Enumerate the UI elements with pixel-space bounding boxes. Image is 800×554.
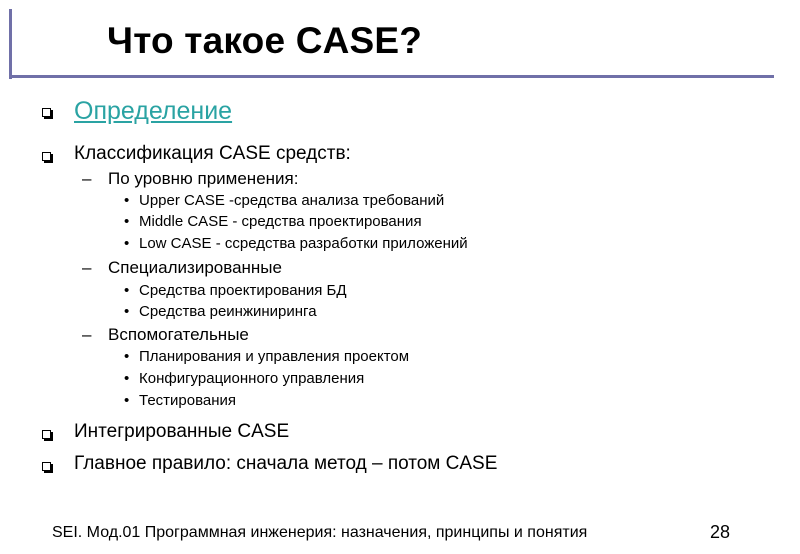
main-rule-item: Главное правило: сначала метод – потом CASE [74,453,498,474]
classification-heading: Классификация CASE средств: [74,143,351,164]
square-bullet-icon [42,430,51,439]
list-item: Middle CASE - средства проектирования [139,213,422,230]
subheading-usage-level: По уровню применения: [108,169,299,188]
definition-link[interactable]: Определение [74,97,233,125]
square-bullet-icon [42,108,51,117]
subheading-auxiliary: Вспомогательные [108,325,249,344]
list-item: Low CASE - ссредства разработки приложений [139,235,468,252]
square-bullet-icon [42,462,51,471]
dot-bullet-icon: • [124,370,130,387]
dot-bullet-icon: • [124,303,130,320]
slide-footer: SEI. Мод.01 Программная инженерия: назначения, принципы и понятия [52,524,588,541]
dot-bullet-icon: • [124,348,130,365]
integrated-case-item: Интегрированные CASE [74,421,290,442]
subheading-specialized: Специализированные [108,258,282,277]
list-item: Средства проектирования БД [139,282,347,299]
list-item: Upper CASE -средства анализа требований [139,192,445,209]
title-frame-bottom-line [9,75,774,78]
dash-bullet-icon: – [82,258,92,277]
dot-bullet-icon: • [124,235,130,252]
dash-bullet-icon: – [82,169,92,188]
dot-bullet-icon: • [124,392,130,409]
dot-bullet-icon: • [124,192,130,209]
title-frame-left-line [9,9,12,79]
list-item: Тестирования [139,392,237,409]
list-item: Конфигурационного управления [139,370,365,387]
dot-bullet-icon: • [124,282,130,299]
square-bullet-icon [42,152,51,161]
page-number: 28 [710,522,731,542]
slide-title: Что такое CASE? [107,20,423,61]
dash-bullet-icon: – [82,325,92,344]
list-item: Планирования и управления проектом [139,348,410,365]
list-item: Средства реинжиниринга [139,303,317,320]
dot-bullet-icon: • [124,213,130,230]
